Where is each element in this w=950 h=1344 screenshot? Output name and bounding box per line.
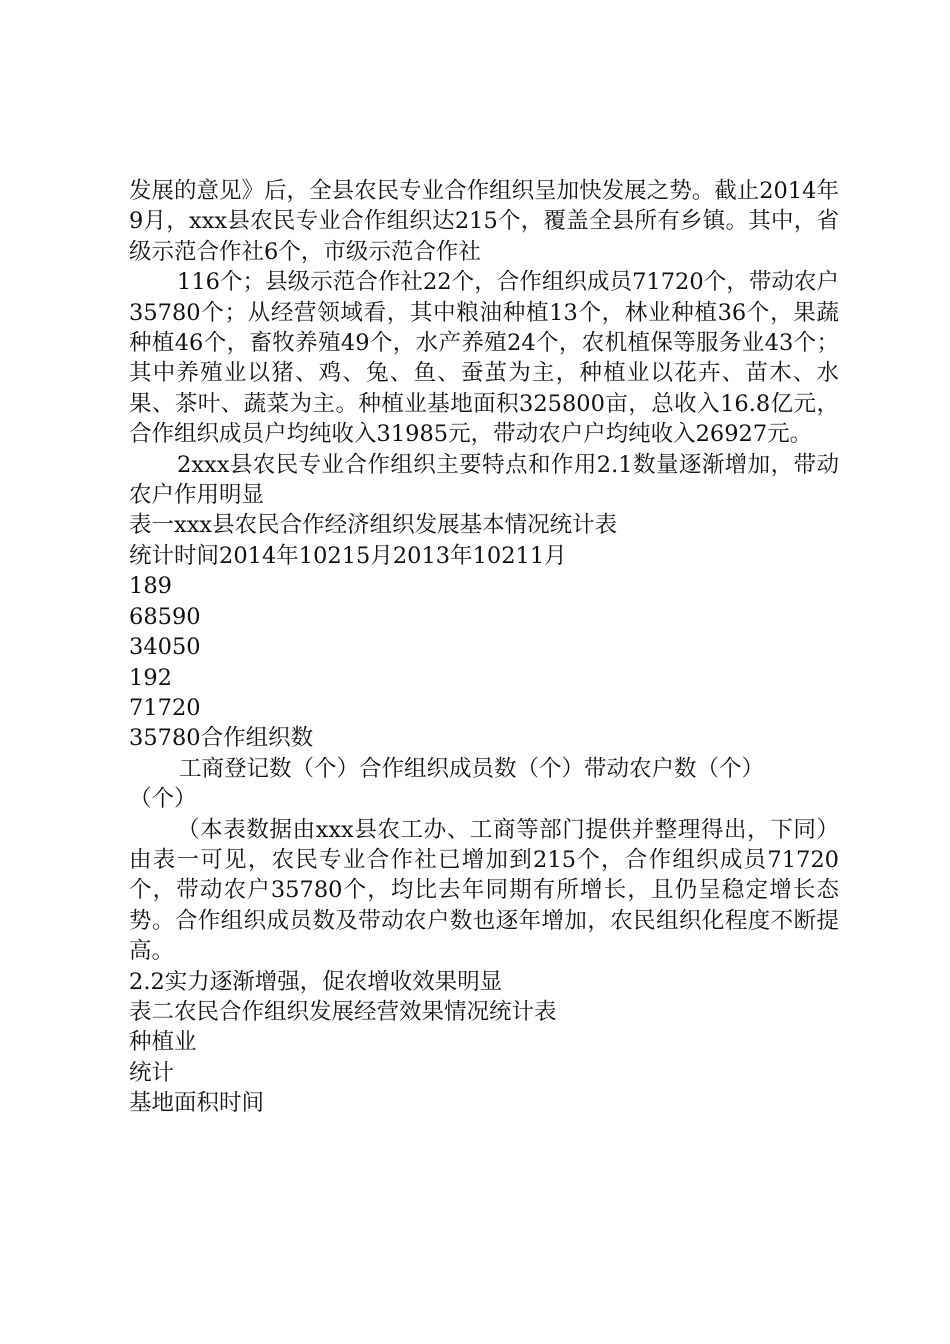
document-page — [129, 176, 839, 1119]
paragraph-stats: 116个；县级示范合作社22个，合作组织成员71720个，带动农户35780个；从经营领域看，其中粮油种植13个，林业种植36个，果蔬种植46个，畜牧养殖49个，水产养殖24个，农机植保等服务业43个；其中养殖业以猪、鸡、兔、鱼、蚕茧为主，种植业以花卉、苗木、水果、茶叶、蔬菜为主。种植业基地面积325800亩，总收入16.8亿元，合作组织成员户均纯收入31985元，带动农户户均纯收入26927元。 — [129, 269, 839, 448]
table1-value-label: 35780合作组织数 — [129, 725, 314, 752]
table1-title: 表一xxx县农民合作经济组织发展基本情况统计表 — [129, 512, 618, 539]
table1-value: 34050 — [129, 634, 201, 661]
table2-line: 基地面积时间 — [129, 1090, 265, 1117]
table1-value: 71720 — [129, 694, 201, 721]
table1-value: 192 — [129, 664, 172, 691]
table1-value: 68590 — [129, 603, 201, 630]
table1-time-row: 统计时间2014年10215月2013年10211月 — [129, 542, 567, 569]
table1-value: 189 — [129, 573, 172, 600]
table2-line: 种植业 — [129, 1029, 197, 1056]
paragraph-table1-note: （本表数据由xxx县农工办、工商等部门提供并整理得出，下同）由表一可见，农民专业合作社已增加到215个，合作组织成员71720个，带动农户35780个，均比去年同期有所增长，且仍呈稳定增长态势。合作组织成员数及带动农户数也逐年增加，农民组织化程度不断提高。 — [129, 816, 839, 965]
table1-headers: 工商登记数（个）合作组织成员数（个）带动农户数（个） — [179, 755, 765, 782]
paragraph-intro: 发展的意见》后，全县农民专业合作组织呈加快发展之势。截止2014年9月，xxx县农民专业合作组织达215个，覆盖全县所有乡镇。其中，省级示范合作社6个，市级示范合作社 — [129, 178, 839, 265]
paragraph-section-2: 2xxx县农民专业合作组织主要特点和作用2.1数量逐渐增加，带动农户作用明显 — [129, 451, 839, 509]
table2-line: 统计 — [129, 1059, 175, 1086]
table1-unit: （个） — [129, 786, 197, 813]
section-2-2-heading: 2.2实力逐渐增强，促农增收效果明显 — [129, 968, 503, 995]
table2-title: 表二农民合作组织发展经营效果情况统计表 — [129, 998, 557, 1025]
